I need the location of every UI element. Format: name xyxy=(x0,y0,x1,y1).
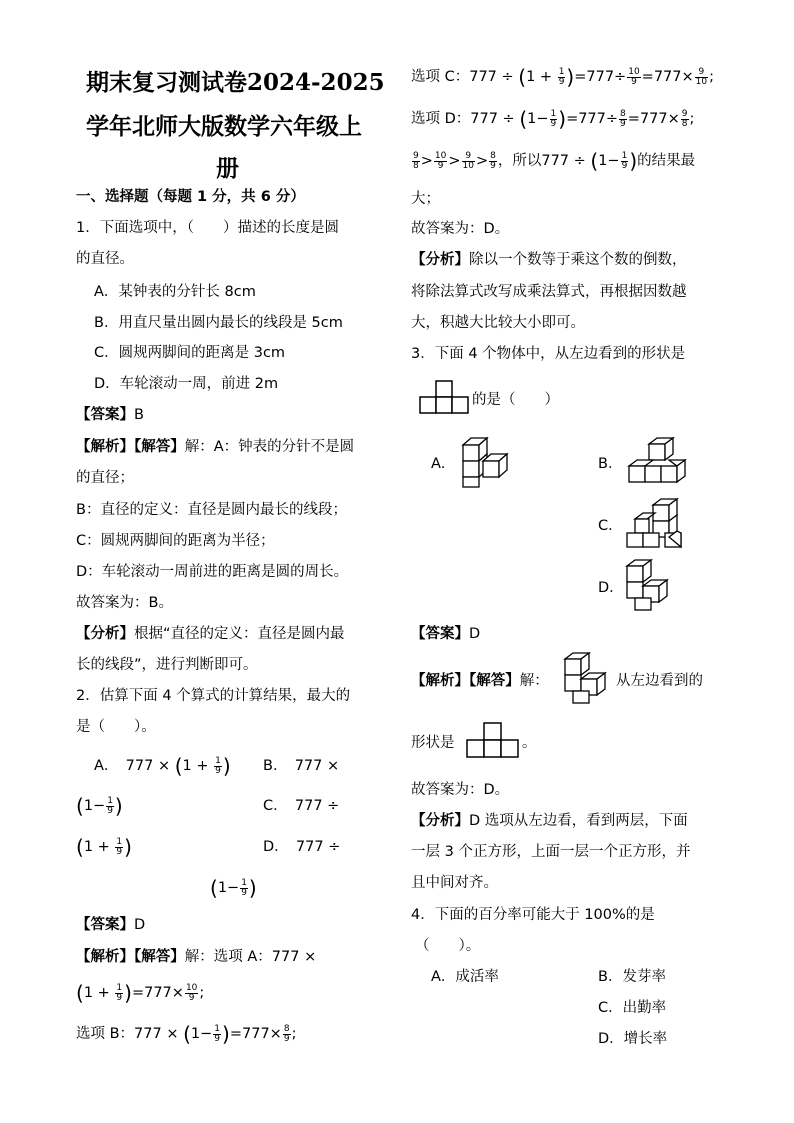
q4-stem: 4．下面的百分率可能大于 100%的是 xyxy=(411,907,655,923)
q2-comparison: $\frac{9}{8}$ > $\frac{10}{9}$ > $\frac{9}{10}$ > $\frac{8}{9}$ ，所以777 ÷ (1− $\frac{1}{9}$ )的结果最 xyxy=(413,149,696,173)
q3-stem: 3．下面 4 个物体中，从左边看到的形状是 xyxy=(411,346,686,362)
q1-exp-c: C：圆规两脚间的距离为半径； xyxy=(76,533,275,549)
q1-option-c: C．圆规两脚间的距离是 3cm xyxy=(94,345,286,361)
q2-option-c-expr: (1 + $\frac{1}{9}$ ) xyxy=(76,835,132,859)
q2-exp-c: 选项 C：777 ÷ (1 + $\frac{1}{9}$ )=777÷ $\frac{10}{9}$ =777× $\frac{9}{10}$ ; xyxy=(411,65,714,89)
q1-conclusion: 故答案为：B。 xyxy=(76,595,173,611)
q1-explanation-cont: 的直径； xyxy=(76,470,134,486)
q2-explanation: 【解析】【解答】解：选项 A：777 × xyxy=(76,949,317,965)
q4-option-c: C．出勤率 xyxy=(598,1000,667,1016)
q3-solution-cube-figure xyxy=(563,651,615,707)
q1-exp-d: D：车轮滚动一周前进的距离是圆的周长。 xyxy=(76,564,349,580)
q3-stem-cont: 的是（ ） xyxy=(472,392,559,408)
q2-analysis-cont: 将除法算式改写成乘法算式，再根据因数越 xyxy=(411,284,687,300)
q3-option-b-figure xyxy=(627,436,689,488)
q3-option-a-figure xyxy=(461,435,511,491)
q3-conclusion: 故答案为：D。 xyxy=(411,782,510,798)
q3-option-d-label: D． xyxy=(598,580,624,596)
q3-answer: 【答案】D xyxy=(411,626,481,642)
q4-option-b: B．发芽率 xyxy=(598,969,666,985)
q4-option-d: D．增长率 xyxy=(598,1031,668,1047)
q2-analysis-cont2: 大，积越大比较大小即可。 xyxy=(411,315,585,331)
q3-shape-line-end: 。 xyxy=(522,735,537,751)
q3-option-c-label: C． xyxy=(598,518,623,534)
q3-analysis-cont2: 且中间对齐。 xyxy=(411,875,498,891)
q2-stem: 2．估算下面 4 个算式的计算结果，最大的 xyxy=(76,688,351,704)
q1-analysis-cont: 长的线段”，进行判断即可。 xyxy=(76,657,258,673)
q3-option-c-figure xyxy=(625,497,685,553)
q2-answer: 【答案】D xyxy=(76,917,146,933)
q3-explanation: 【解析】【解答】解： xyxy=(411,673,549,689)
q3-explanation-cont: 从左边看到的 xyxy=(616,673,703,689)
doc-title-line-1: 期末复习测试卷2024-2025 xyxy=(86,69,385,96)
q2-exp-b: 选项 B：777 × (1− $\frac{1}{9}$ )=777× $\frac{8}{9}$ ; xyxy=(76,1022,297,1046)
q2-option-a: A． 777 × (1 + $\frac{1}{9}$ ) xyxy=(94,754,231,778)
q3-analysis: 【分析】D 选项从左边看，看到两层，下面 xyxy=(411,813,688,829)
q1-exp-b: B：直径的定义：直径是圆内最长的线段； xyxy=(76,502,347,518)
q3-option-a-label: A． xyxy=(431,456,456,472)
q1-option-a: A．某钟表的分针长 8cm xyxy=(94,284,256,300)
q2-exp-a-expr: (1 + $\frac{1}{9}$ )=777× $\frac{10}{9}$ ; xyxy=(76,981,205,1005)
doc-title-line-3: 册 xyxy=(216,155,239,182)
left-view-shape-figure xyxy=(419,379,471,417)
q2-option-b-expr: (1− $\frac{1}{9}$ ) xyxy=(76,794,123,818)
q2-analysis: 【分析】除以一个数等于乘这个数的倒数， xyxy=(411,252,687,268)
q1-explanation: 【解析】【解答】解：A：钟表的分针不是圆 xyxy=(76,439,355,455)
q2-option-d-expr: (1− $\frac{1}{9}$ ) xyxy=(210,876,257,900)
q1-option-d: D．车轮滚动一周，前进 2m xyxy=(94,376,279,392)
q2-option-c: C． 777 ÷ xyxy=(263,798,340,814)
q2-option-d: D． 777 ÷ xyxy=(263,839,341,855)
section-heading: 一、选择题（每题 1 分，共 6 分） xyxy=(76,189,305,205)
q4-option-a: A．成活率 xyxy=(431,969,499,985)
q3-shape-line: 形状是 xyxy=(411,735,455,751)
q1-answer: 【答案】B xyxy=(76,407,144,423)
q2-option-b: B． 777 × xyxy=(263,758,340,774)
q1-option-b: B．用直尺量出圆内最长的线段是 5cm xyxy=(94,315,343,331)
q2-conclusion: 故答案为：D。 xyxy=(411,221,510,237)
q3-solution-left-view-figure xyxy=(465,721,521,761)
q3-option-b-label: B． xyxy=(598,456,623,472)
q1-analysis: 【分析】根据“直径的定义：直径是圆内最 xyxy=(76,626,345,642)
q2-comparison-cont: 大； xyxy=(411,191,440,207)
q3-option-d-figure xyxy=(625,558,677,614)
doc-title-line-2: 学年北师大版数学六年级上 xyxy=(86,113,362,140)
q2-exp-d: 选项 D：777 ÷ (1− $\frac{1}{9}$ )=777÷ $\frac{8}{9}$ =777× $\frac{9}{8}$ ; xyxy=(411,107,695,131)
q3-analysis-cont: 一层 3 个正方形，上面一层一个正方形，并 xyxy=(411,844,691,860)
q1-stem-cont: 的直径。 xyxy=(76,251,134,267)
q2-stem-cont: 是（ ）。 xyxy=(76,719,156,735)
q4-stem-cont: （ ）。 xyxy=(415,938,481,954)
q1-stem: 1．下面选项中，（ ）描述的长度是圆 xyxy=(76,220,339,236)
